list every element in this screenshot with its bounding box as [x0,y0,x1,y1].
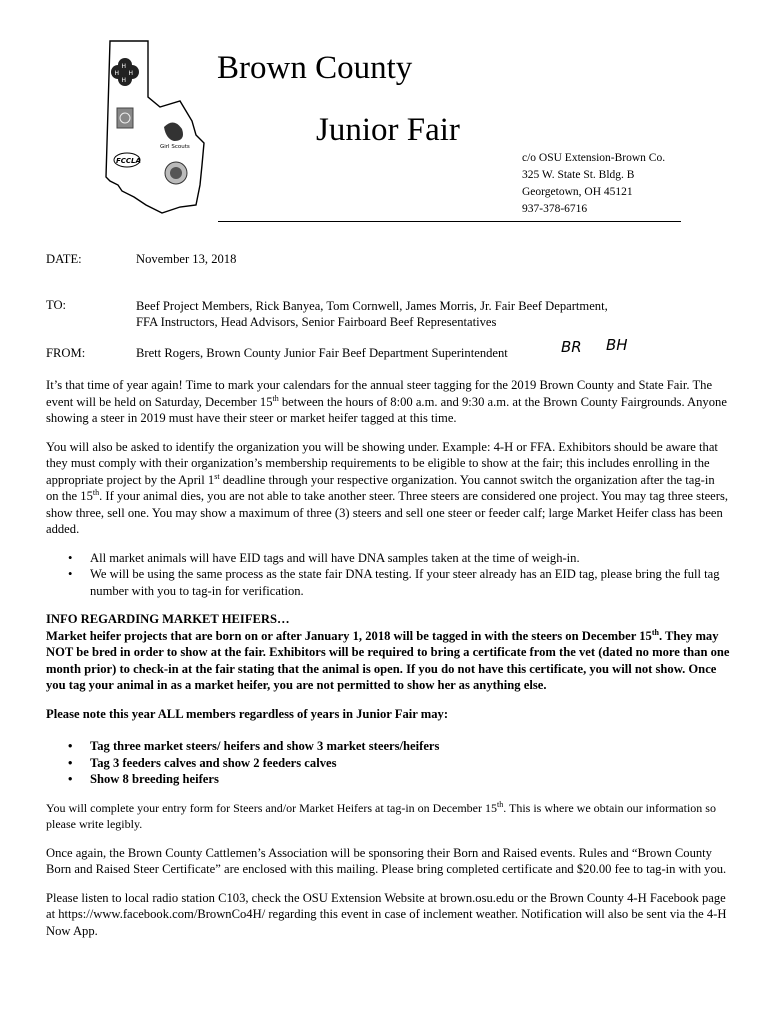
list-item: • All market animals will have EID tags and will have DNA samples taken at the time of weigh-in. [68,550,580,565]
paragraph-intro: It’s that time of year again! Time to mark your calendars for the annual steer tagging for the 2019 Brown County and State Fair. The event will be held on Saturday, December 15th between the hours of 8:00 a.m. and 9:30 a.m. at the Brown County Fairgrounds. Anyone showing a steer in 2019 must have their steer or market heifer tagged at this time. [46,378,727,425]
bullet-list-limits [46,738,730,788]
from-value: Brett Rogers, Brown County Junior Fair Beef Department Superintendent [136,346,508,360]
date-value: November 13, 2018 [136,252,237,266]
title-junior-fair: Junior Fair [316,112,460,148]
to-line-1: Beef Project Members, Rick Banyea, Tom Cornwell, James Morris, Jr. Fair Beef Department, [136,299,608,313]
round-seal-icon [165,162,187,184]
address-line-2: 325 W. State St. Bldg. B [522,169,635,181]
bullet-list-eid [46,550,730,600]
header-divider [218,221,681,222]
list-item: • Tag 3 feeders calves and show 2 feeders calves [68,755,337,770]
list-item: • Tag three market steers/ heifers and show 3 market steers/heifers [68,739,440,753]
list-item: • Show 8 breeding heifers [68,772,219,786]
address-phone: 937-378-6716 [522,203,588,215]
heifer-heading: INFO REGARDING MARKET HEIFERS… [46,612,290,626]
initials-br: BR [561,338,582,356]
date-label: DATE: [46,252,82,266]
svg-text:FCCLA: FCCLA [116,157,141,165]
initials-bh: BH [606,336,628,354]
letter-body [46,377,730,939]
svg-text:Girl Scouts: Girl Scouts [160,144,190,150]
to-line-2: FFA Instructors, Head Advisors, Senior Fairboard Beef Representatives [136,315,497,329]
svg-text:H: H [121,77,127,84]
paragraph-organization: You will also be asked to identify the organization you will be showing under. Example: 4-H or FFA. Exhibitors should be aware that they must comply with their organization’s membership requirements to be eligible to show at the fair; this includes enrolling in the appropriate project by the April 1st deadline through your respective organization. You cannot switch the organization after the tag-in on the 15th. If your animal dies, you are not able to take another steer. Three steers are considered one project. You may tag three steers, show three, sell one. You may show a maximum of three (3) steers and sell one steer or feeder calf; large Market Heifer class has been added. [46,439,728,536]
paragraph-heifers: Market heifer projects that are born on or after January 1, 2018 will be tagged in with the steers on December 15th. They may NOT be bred in order to show at the fair. Exhibitors will be required to bring a certificate from the vet (dated no more than one month prior) to check-in at the fair stating that the animal is open. If you do not have this certificate, you will not show. Once you tag your animal in as a market heifer, you are not permitted to show her as anything else. [46,627,730,692]
ohio-county-map-logo [88,35,218,225]
address-line-1: c/o OSU Extension-Brown Co. [522,152,666,164]
fccla-logo-icon [114,153,141,167]
to-label: TO: [46,298,67,312]
paragraph-cattlemen: Once again, the Brown County Cattlemen’s Association will be sponsoring their Born and Raised events. Rules and “Brown County Born and Raised Steer Certificate” are enclosed with this mailing. Please bring completed certificate and $20.00 fee to tag-in with you. [46,845,727,876]
to-recipients [136,298,608,330]
four-h-clover-icon [111,58,139,86]
paragraph-entry-form: You will complete your entry form for Steers and/or Market Heifers at tag-in on December 15th. This is where we obtain our information so please write legibly. [46,799,716,831]
return-address [522,150,665,218]
svg-text:H: H [114,70,120,77]
girl-scouts-logo-icon [160,122,190,150]
from-label: FROM: [46,346,86,360]
paragraph-weather-notice: Please listen to local radio station C103, check the OSU Extension Website at brown.osu.edu or the Brown County 4-H Facebook page at https://www.facebook.com/BrownCo4H/ regarding this event in case of inclement weather. Notification will also be sent via the 4-H Now App. [46,890,727,938]
note-heading: Please note this year ALL members regardless of years in Junior Fair may: [46,706,449,721]
title-brown-county: Brown County [217,50,413,86]
svg-text:H: H [121,63,127,70]
address-line-3: Georgetown, OH 45121 [522,186,633,198]
ffa-emblem-icon [117,108,133,128]
list-item: • We will be using the same process as the state fair DNA testing. If your steer already has an EID tag, please bring the full tag number with you to tag-in for verification. [68,567,720,598]
svg-text:H: H [128,70,134,77]
